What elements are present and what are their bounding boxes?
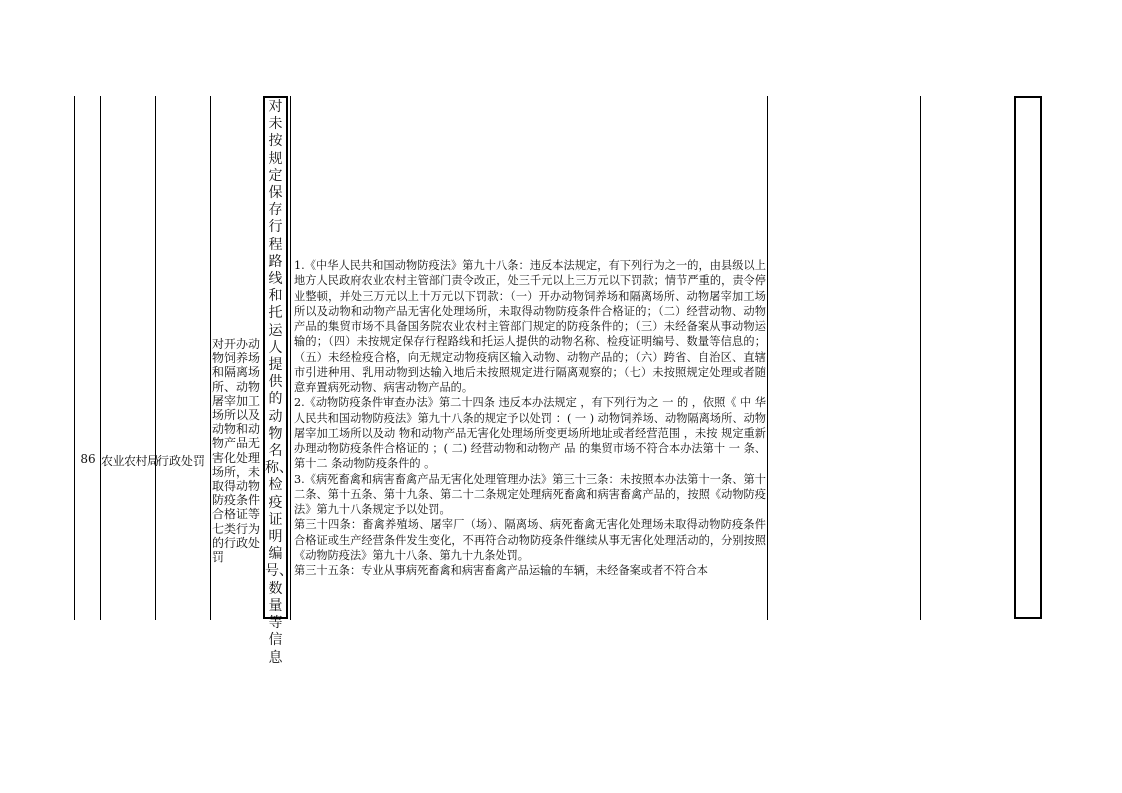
table-divider [100, 96, 101, 620]
table-divider [920, 96, 921, 620]
table-divider [210, 96, 211, 620]
row-department: 农业农村局 [101, 454, 159, 468]
basis-paragraph: 第三十五条：专业从事病死畜禽和病害畜禽产品运输的车辆，未经备案或者不符合本 [294, 564, 708, 577]
basis-paragraph: 1.《中华人民共和国动物防疫法》第九十八条：违反本法规定，有下列行为之一的，由县级以上地方人民政府农业农村主管部门责令改正，处三千元以上三万元以下罚款；情节严重的，责令停业整顿，并处三万元以上十万元以下罚款：（一）开办动物饲养场和隔离场所、动物屠宰加工场所以及动物和动物产品无害化处理场所，未取得动物防疫条件合格证的；（二）经营动物、动物产品的集贸市场不具备国务院农业农村主管部门规定的防疫条件的；（三）未经备案从事动物运输的；（四）未按规定保存行程路线和托运人提供的动物名称、检疫证明编号、数量等信息的；（五）未经检疫合格，向无规定动物疫病区输入动物、动物产品的；（六）跨省、自治区、直辖市引进种用、乳用动物到达输入地后未按照规定进行隔离观察的；（七）未按照规定处理或者随意弃置病死动物、病害动物产品的。 [294, 259, 766, 394]
table-divider [155, 96, 156, 620]
basis-paragraph: 第三十四条：畜禽养殖场、屠宰厂（场）、隔离场、病死畜禽无害化处理场未取得动物防疫条件合格证或生产经营条件发生变化，不再符合动物防疫条件继续从事无害化处理活动的，分别按照《动物防疫法》第九十八条、第九十九条处罚。 [294, 518, 766, 562]
table-divider [290, 96, 291, 620]
table-border-left [74, 96, 75, 620]
empty-bordered-cell [1014, 96, 1042, 619]
row-item-name: 对开办动物饲养场和隔离场所、动物屠宰加工场所以及动物和动物产品无害化处理场所，未取得动物防疫条件合格证等七类行为的行政处罚 [212, 337, 261, 565]
row-sub-item: 对未按规定保存行程路线和托运人提供的动物名称、检疫证明编号、数量等信息 [263, 96, 288, 619]
basis-paragraph: 2.《动物防疫条件审查办法》第二十四条 违反本办法规定 ，有下列行为之 一 的 ，依照《 中 华人民共和国动物防疫法》第九十八条的规定予以处罚 ：( 一 ) 动物饲养场、动物隔离场所、动物屠宰加工场所以及动 物和动物产品无害化处理场所变更场所地址或者经营范围 ，未按 规定重新办理动物防疫条件合格证的 ；( 二) 经营动物和动物产 品 的集贸市场不符合本办法第十 一 条、第十二 条动物防疫条件的 。 [294, 396, 766, 471]
row-legal-basis [294, 258, 766, 620]
table-divider [767, 96, 768, 620]
row-seq: 86 [80, 452, 96, 466]
basis-paragraph: 3.《病死畜禽和病害畜禽产品无害化处理管理办法》第三十三条：未按照本办法第十一条、第十二条、第十五条、第十九条、第二十二条规定处理病死畜禽和病害畜禽产品的，按照《动物防疫法》第九十八条规定予以处罚。 [294, 472, 766, 516]
row-type: 行政处罚 [157, 454, 206, 468]
